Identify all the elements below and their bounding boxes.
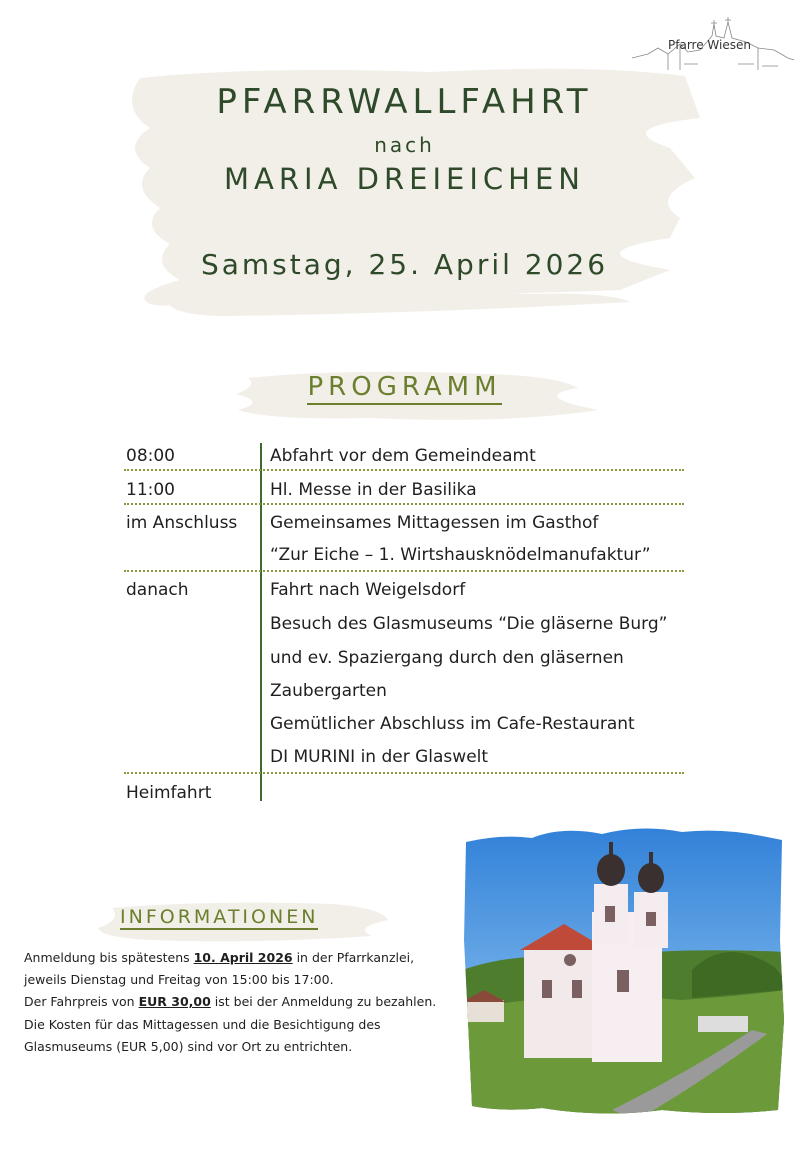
row-description: Gemeinsames Mittagessen im Gasthof	[270, 513, 599, 533]
row-description: und ev. Spaziergang durch den gläsernen	[270, 648, 624, 668]
row-separator	[124, 570, 684, 572]
logo-text: Pfarre Wiesen	[668, 38, 751, 52]
row-time: Heimfahrt	[126, 783, 212, 803]
row-description: Gemütlicher Abschluss im Cafe-Restaurant	[270, 714, 635, 734]
info-price-line: Der Fahrpreis von EUR 30,00 ist bei der Anmeldung zu bezahlen.	[24, 994, 437, 1009]
row-description: Zaubergarten	[270, 681, 387, 701]
row-separator	[124, 772, 684, 774]
event-date: Samstag, 25. April 2026	[200, 248, 609, 281]
registration-deadline: 10. April 2026	[193, 950, 293, 965]
row-description: Abfahrt vor dem Gemeindeamt	[270, 446, 536, 466]
info-registration-line: Anmeldung bis spätestens 10. April 2026 in der Pfarrkanzlei,	[24, 950, 415, 965]
row-time: danach	[126, 580, 189, 600]
info-line: Glasmuseums (EUR 5,00) sind vor Ort zu entrichten.	[24, 1039, 353, 1054]
row-description: DI MURINI in der Glaswelt	[270, 747, 489, 767]
info-line: Die Kosten für das Mittagessen und die Besichtigung des	[24, 1017, 381, 1032]
row-time: im Anschluss	[126, 513, 238, 533]
info-heading: INFORMATIONEN	[120, 906, 319, 928]
row-time: 08:00	[126, 446, 175, 466]
trip-price: EUR 30,00	[138, 994, 211, 1009]
row-separator	[124, 469, 684, 471]
title-line-2: nach	[374, 133, 435, 157]
title-line-1: PFARRWALLFAHRT	[216, 82, 593, 122]
row-description: Besuch des Glasmuseums “Die gläserne Burg”	[270, 614, 668, 634]
row-time: 11:00	[126, 480, 175, 500]
programm-divider-vertical	[260, 443, 262, 801]
row-description: Fahrt nach Weigelsdorf	[270, 580, 466, 600]
info-line: jeweils Dienstag und Freitag von 15:00 bis 17:00.	[24, 972, 334, 987]
row-separator	[124, 503, 684, 505]
row-description: Hl. Messe in der Basilika	[270, 480, 477, 500]
title-line-3: MARIA DREIEICHEN	[224, 162, 585, 196]
row-description: “Zur Eiche – 1. Wirtshausknödelmanufaktur”	[270, 545, 651, 565]
basilica-photo	[462, 820, 785, 1120]
programm-heading: PROGRAMM	[0, 372, 809, 402]
